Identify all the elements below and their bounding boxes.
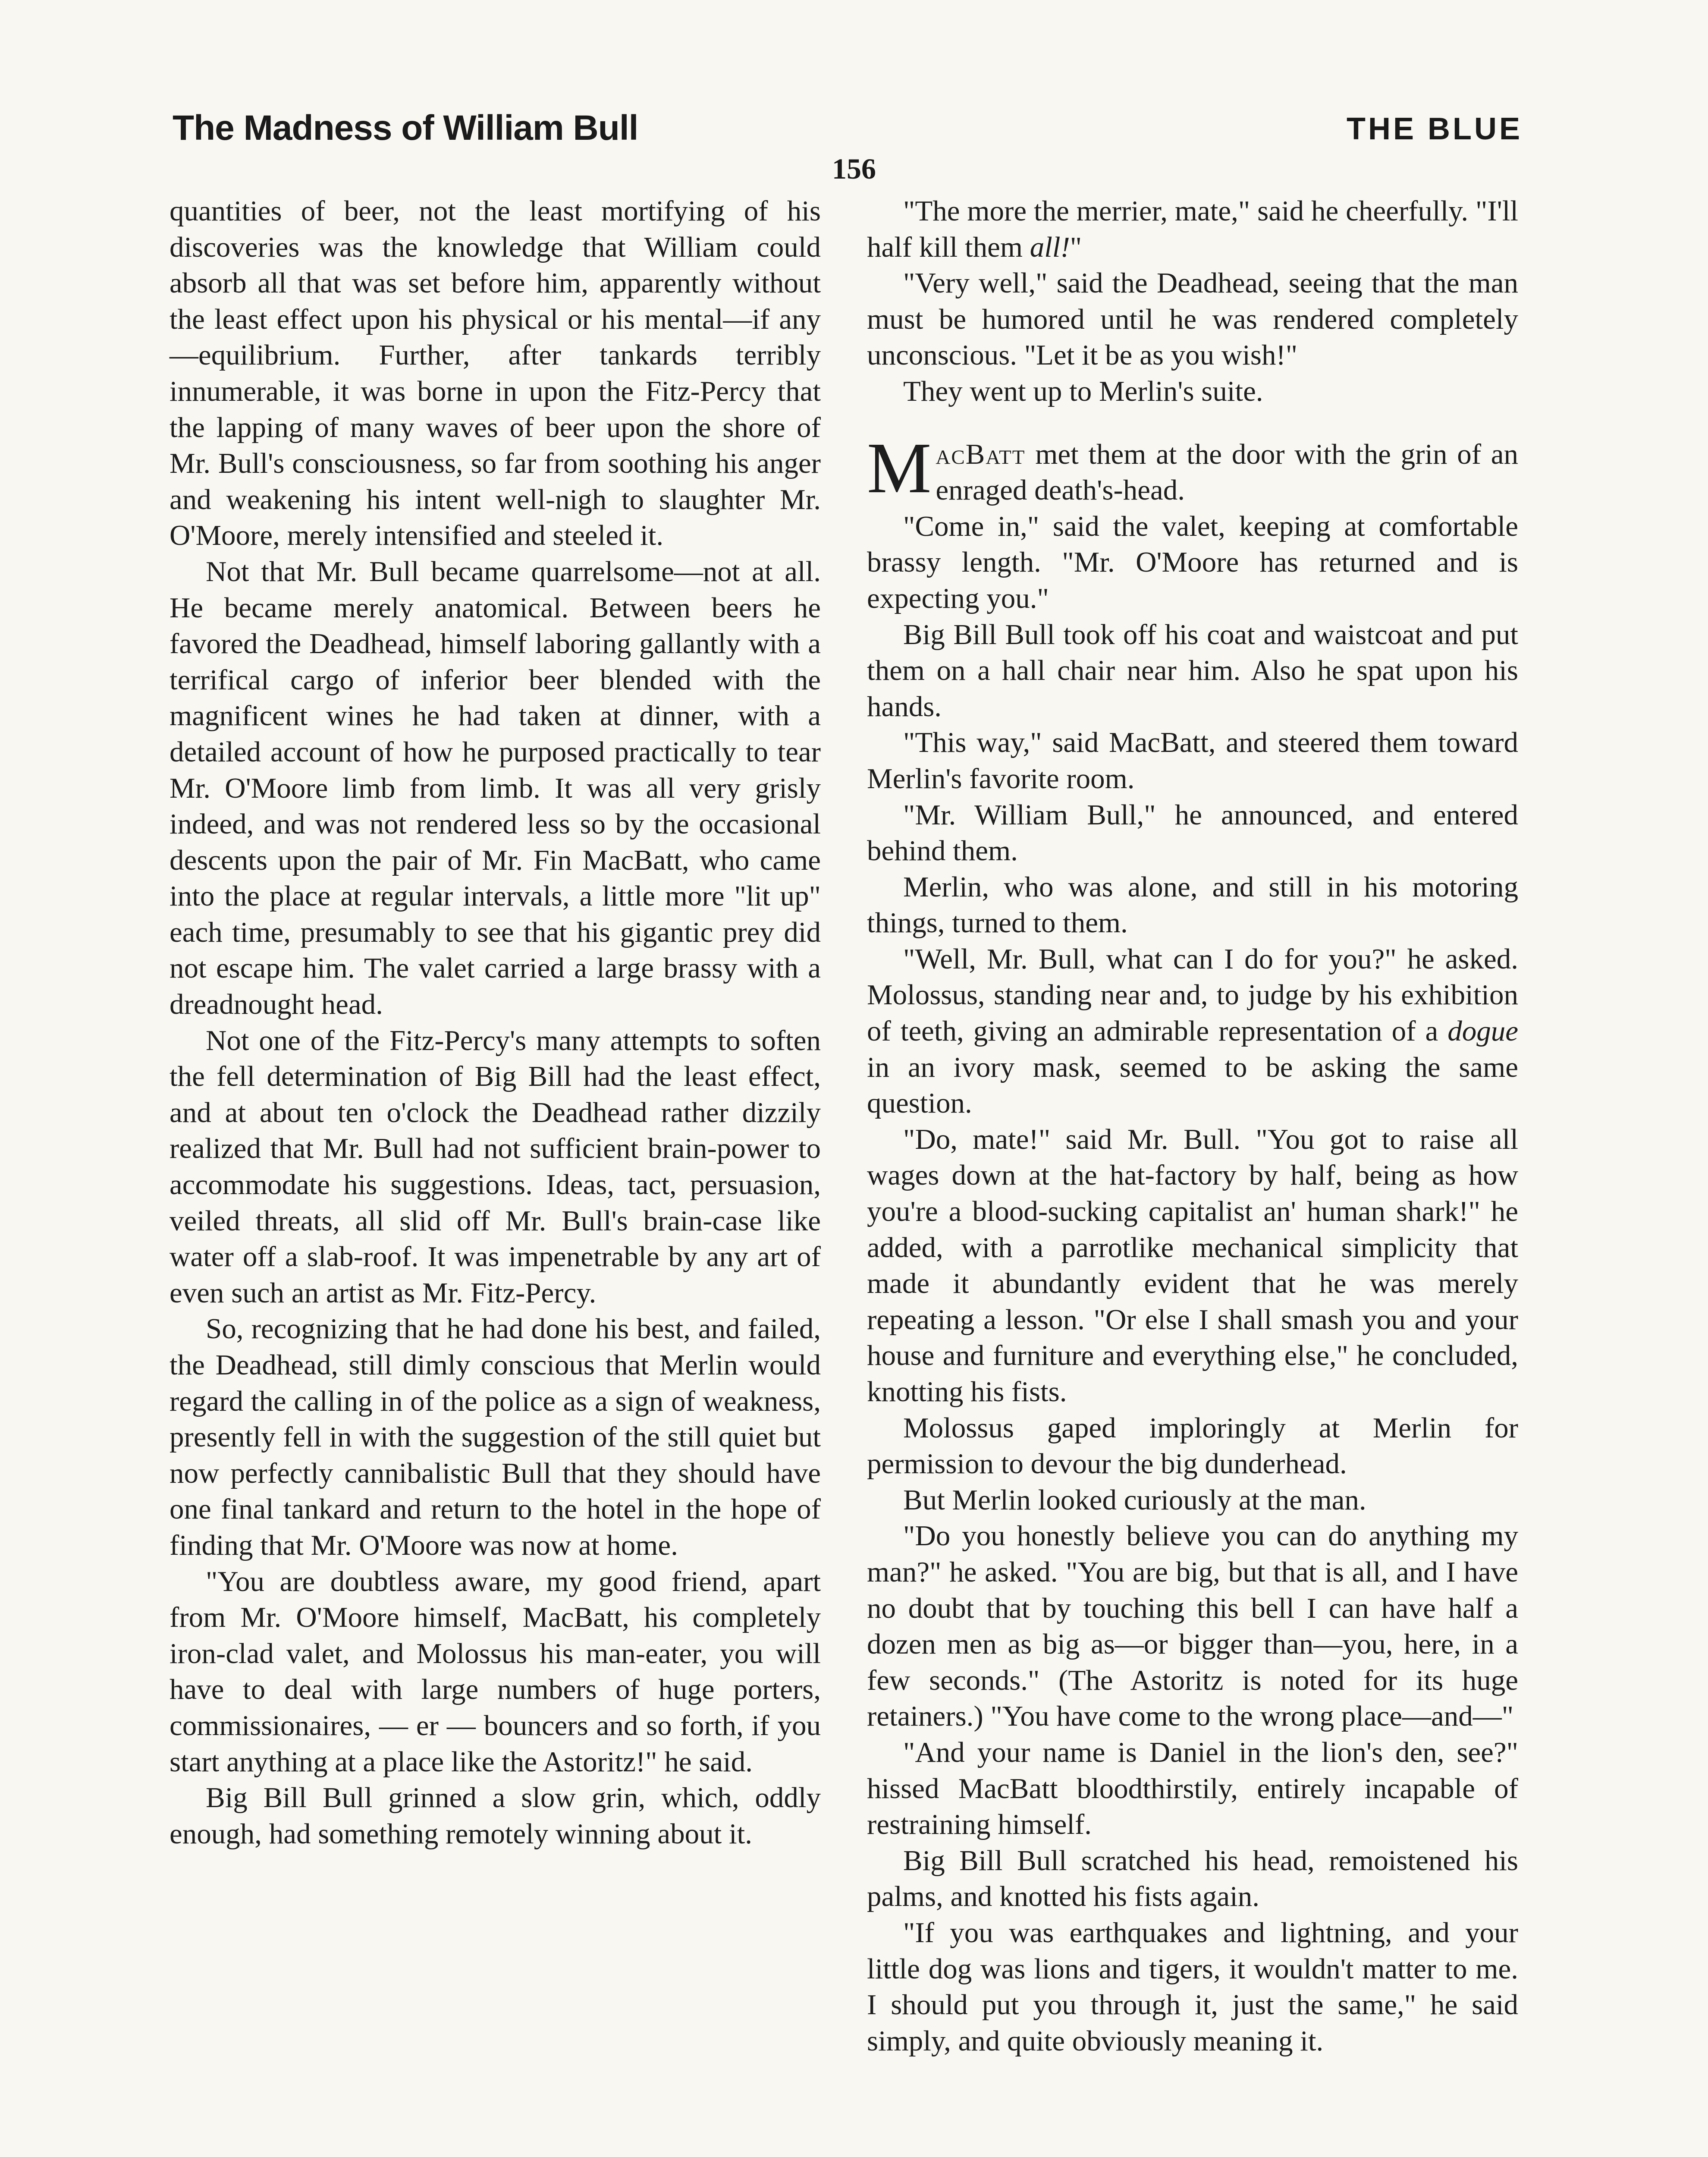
text-run: in an ivory mask, seemed to be asking the same question.	[867, 1051, 1518, 1119]
paragraph: "And your name is Daniel in the lion's den, see?" hissed MacBatt bloodthirstily, entirely incapable of restraining himself.	[867, 1736, 1518, 1841]
paragraph: Merlin, who was alone, and still in his motoring things, turned to them.	[867, 871, 1518, 939]
paragraph: Big Bill Bull took off his coat and waistcoat and put them on a hall chair near him. Also he spat upon his hands.	[867, 618, 1518, 723]
paragraph: Big Bill Bull grinned a slow grin, which, oddly enough, had something remotely winning about it.	[170, 1782, 821, 1850]
paragraph: "This way," said MacBatt, and steered them toward Merlin's favorite room.	[867, 726, 1518, 795]
paragraph: But Merlin looked curiously at the man.	[903, 1484, 1366, 1516]
paragraph: Not that Mr. Bull became quarrelsome—not at all. He became merely anatomical. Between beers he favored the Deadhead, himself laboring gallantly with a terrifical cargo of inferior beer blended with the magnificent wines he had taken at dinner, with a detailed account of how he purposed practically to tear Mr. O'Moore limb from limb. It was all very grisly indeed, and was not rendered less so by the occasional descents upon the pair of Mr. Fin MacBatt, who came into the place at regular intervals, a little more "lit up" each time, presumably to see that his gigantic prey did not escape him. The valet carried a large brassy with a dreadnought head.	[170, 555, 821, 1021]
emphasis: dogue	[1447, 1015, 1518, 1047]
paragraph: "Mr. William Bull," he announced, and entered behind them.	[867, 799, 1518, 867]
paragraph: Not one of the Fitz-Percy's many attempts to soften the fell determination of Big Bill had the least effect, and at about ten o'clock the Deadhead rather dizzily realized that Mr. Bull had not sufficient brain-power to accommodate his suggestions. Ideas, tact, persuasion, veiled threats, all slid off Mr. Bull's brain-case like water off a slab-roof. It was impenetrable by any art of even such an artist as Mr. Fitz-Percy.	[170, 1024, 821, 1309]
paragraph: So, recognizing that he had done his best, and failed, the Deadhead, still dimly conscious that Merlin would regard the calling in of the police as a sign of weakness, presently fell in with the suggestion of the still quiet but now perfectly cannibalistic Bull that they should have one final tankard and return to the hotel in the hope of finding that Mr. O'Moore was now at home.	[170, 1313, 821, 1561]
paragraph: Molossus gaped imploringly at Merlin for permission to devour the big dunderhead.	[867, 1412, 1518, 1480]
paragraph: Big Bill Bull scratched his head, remoistened his palms, and knotted his fists again.	[867, 1844, 1518, 1913]
magazine-name: THE BLUE	[1347, 112, 1523, 146]
right-column	[867, 193, 1518, 2059]
paragraph: They went up to Merlin's suite.	[903, 375, 1263, 407]
small-caps-name: acBatt	[936, 438, 1026, 470]
left-column	[170, 193, 821, 1852]
text-run: met them at the door with the grin of an enraged death's-head.	[936, 438, 1518, 506]
section-opening-paragraph	[867, 428, 1518, 509]
text-run: "The more the merrier, mate," said he cheerfully. "I'll half kill them	[867, 195, 1518, 263]
paragraph: "Do you honestly believe you can do anything my man?" he asked. "You are big, but that is all, and I have no doubt that by touching this bell I can have half a dozen men as big as—or bigger than—you, here, in a few seconds." (The Astoritz is noted for its huge retainers.) "You have come to the wrong place—and—"	[867, 1520, 1518, 1733]
paragraph	[867, 941, 1518, 1122]
paragraph: "You are doubtless aware, my good friend, apart from Mr. O'Moore himself, MacBatt, his completely iron-clad valet, and Molossus his man-eater, you will have to deal with large numbers of huge porters, commissionaires, — er — bouncers and so forth, if you start anything at a place like the Astoritz!" he said.	[170, 1565, 821, 1778]
paragraph: "Come in," said the valet, keeping at comfortable brassy length. "Mr. O'Moore has returned and is expecting you."	[867, 510, 1518, 614]
paragraph: "Very well," said the Deadhead, seeing that the man must be humored until he was rendered completely unconscious. "Let it be as you wish!"	[867, 267, 1518, 371]
story-title: The Madness of William Bull	[173, 108, 638, 148]
paragraph: "If you was earthquakes and lightning, and your little dog was lions and tigers, it wouldn't matter to me. I should put you through it, just the same," he said simply, and quite obviously meaning it.	[867, 1916, 1518, 2057]
text-run: "	[1070, 231, 1082, 263]
emphasis: all!	[1030, 231, 1070, 263]
paragraph: quantities of beer, not the least mortifying of his discoveries was the knowledge that William could absorb all that was set before him, apparently without the least effect upon his physical or his mental—if any—equilibrium. Further, after tankards terribly innumerable, it was borne in upon the Fitz-Percy that the lapping of many waves of beer upon the shore of Mr. Bull's consciousness, so far from soothing his anger and weakening his intent well-nigh to slaughter Mr. O'Moore, merely intensified and steeled it.	[170, 195, 821, 552]
drop-cap: M	[867, 428, 932, 508]
page-number: 156	[832, 152, 876, 185]
paragraph	[867, 193, 1518, 265]
text-run: "Well, Mr. Bull, what can I do for you?" he asked. Molossus, standing near and, to judge by his exhibition of teeth, giving an admirable representation of a	[867, 943, 1518, 1047]
paragraph: "Do, mate!" said Mr. Bull. "You got to raise all wages down at the hat-factory by half, being as how you're a blood-sucking capitalist an' human shark!" he added, with a parrotlike mechanical simplicity that made it abundantly evident that he was merely repeating a lesson. "Or else I shall smash you and your house and furniture and everything else," he concluded, knotting his fists.	[867, 1123, 1518, 1408]
